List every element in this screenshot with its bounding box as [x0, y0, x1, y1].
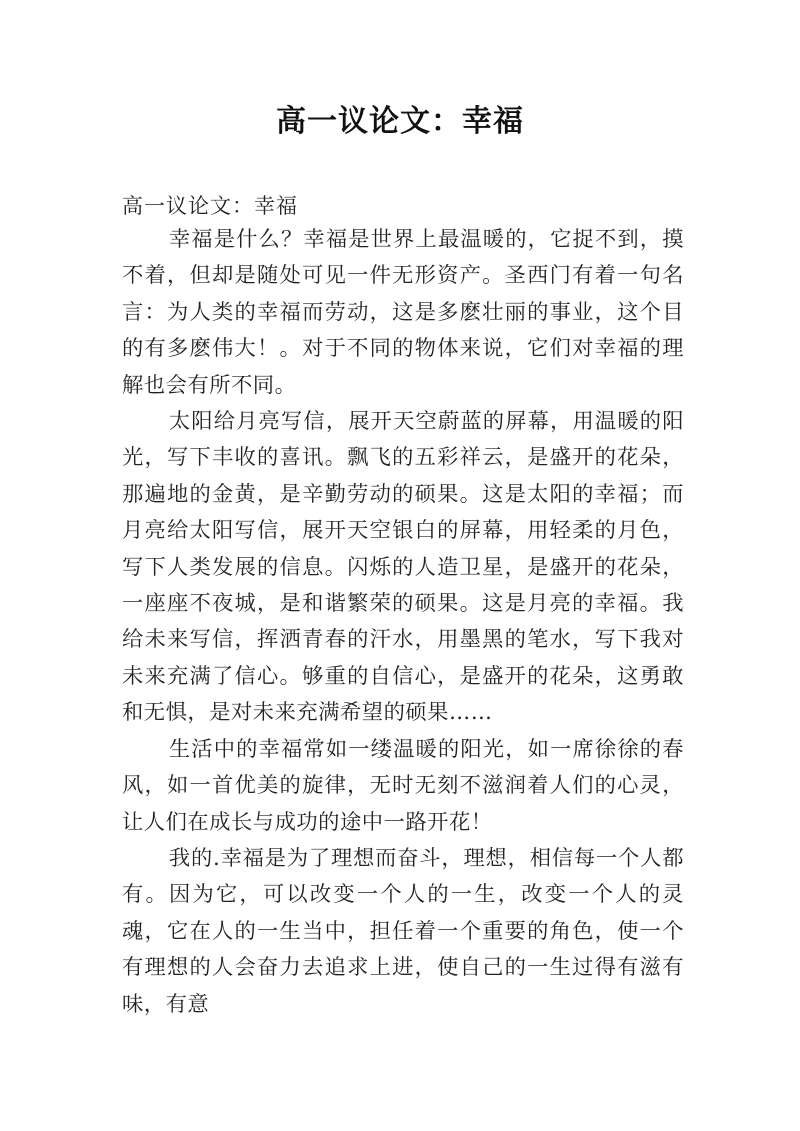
document-body	[122, 222, 684, 1023]
paragraph: 我的.幸福是为了理想而奋斗，理想，相信每一个人都有。因为它，可以改变一个人的一生，改变一个人的灵魂，它在人的一生当中，担任着一个重要的角色，使一个有理想的人会奋力去追求上进，使自己的一生过得有滋有味，有意	[122, 845, 684, 1017]
document-subtitle: 高一议论文：幸福	[122, 194, 298, 218]
paragraph: 生活中的幸福常如一缕温暖的阳光，如一席徐徐的春风，如一首优美的旋律，无时无刻不滋润着人们的心灵，让人们在成长与成功的途中一路开花！	[122, 736, 684, 835]
paragraph: 幸福是什么？幸福是世界上最温暖的，它捉不到，摸不着，但却是随处可见一件无形资产。圣西门有着一句名言：为人类的幸福而劳动，这是多麽壮丽的事业，这个目的有多麽伟大！。对于不同的物体来说，它们对幸福的理解也会有所不同。	[122, 227, 684, 398]
document-title: 高一议论文：幸福	[276, 104, 524, 139]
paragraph: 太阳给月亮写信，展开天空蔚蓝的屏幕，用温暖的阳光，写下丰收的喜讯。飘飞的五彩祥云，是盛开的花朵，那遍地的金黄，是辛勤劳动的硕果。这是太阳的幸福；而月亮给太阳写信，展开天空银白的屏幕，用轻柔的月色，写下人类发展的信息。闪烁的人造卫星，是盛开的花朵，一座座不夜城，是和谐繁荣的硕果。这是月亮的幸福。我给未来写信，挥洒青春的汗水，用墨黑的笔水，写下我对未来充满了信心。够重的自信心，是盛开的花朵，这勇敢和无惧，是对未来充满希望的硕果……	[122, 409, 684, 726]
